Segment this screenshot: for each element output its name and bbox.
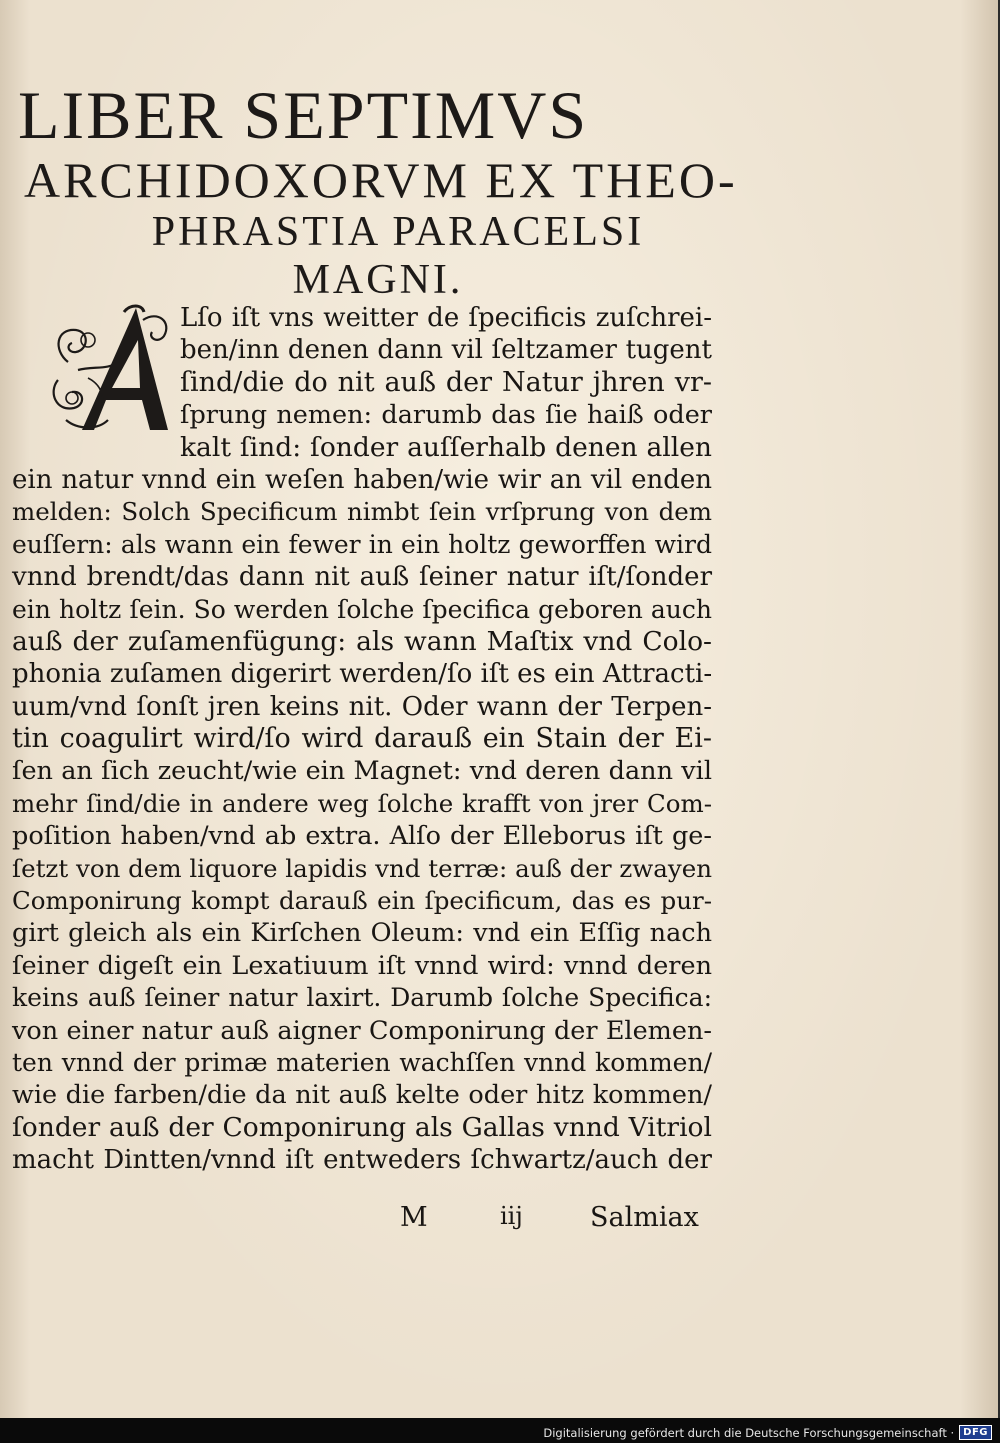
text-line: vnnd brendt/das dann nit auß ſeiner natur iſt/ſonder bbox=[12, 562, 712, 593]
text-line: kalt ſind: ſonder auſſerhalb denen allen bbox=[180, 431, 712, 463]
text-line: poſition haben/vnd ab extra. Alſo der Elleborus iſt ge- bbox=[12, 821, 712, 852]
text-line: euſſern: als wann ein fewer in ein holtz geworffen wird bbox=[12, 529, 712, 559]
signature-mark: M bbox=[400, 1202, 428, 1233]
text-line: keins auß ſeiner natur laxirt. Darumb ſolche Specifica: bbox=[12, 983, 712, 1013]
text-line: melden: Solch Specificum nimbt ſein vrſprung von dem bbox=[12, 497, 712, 527]
catchword: Salmiax bbox=[590, 1202, 699, 1233]
heading-line-4: MAGNI. bbox=[292, 257, 464, 303]
text-line: von einer natur auß aigner Componirung der Elemen- bbox=[12, 1015, 712, 1046]
text-line: girt gleich als ein Kirſchen Oleum: vnd ein Eſſig nach bbox=[12, 918, 712, 949]
footer-text: Digitalisierung gefördert durch die Deutsche Forschungsgemeinschaft · bbox=[543, 1425, 955, 1440]
signature-number: iij bbox=[500, 1202, 523, 1230]
dfg-logo-icon[interactable]: DFG bbox=[959, 1425, 992, 1440]
heading-line-3: PHRASTIA PARACELSI bbox=[151, 209, 645, 255]
heading-line-2: ARCHIDOXORVM EX THEO- bbox=[24, 152, 738, 208]
heading-line-1: LIBER SEPTIMVS bbox=[18, 77, 589, 153]
text-line: tin coagulirt wird/ſo wird darauß ein Stain der Ei- bbox=[12, 723, 712, 755]
text-line: uum/vnd ſonſt jren keins nit. Oder wann der Terpen- bbox=[12, 691, 712, 722]
text-line: ſonder auß der Componirung als Gallas vnnd Vitriol bbox=[12, 1111, 712, 1143]
text-line: Lſo iſt vns weitter de ſpecificis zuſchrei- bbox=[180, 303, 712, 333]
text-line: auß der zuſamenfügung: als wann Maſtix vnd Colo- bbox=[12, 625, 712, 657]
chapter-heading bbox=[18, 78, 738, 304]
text-line: ſprung nemen: darumb das ſie haiß oder bbox=[180, 400, 712, 431]
text-line: macht Dintten/vnnd iſt entweders ſchwartz/auch der bbox=[12, 1145, 712, 1176]
catchline bbox=[12, 1202, 712, 1236]
text-line: ben/inn denen dann vil ſeltzamer tugent bbox=[180, 335, 712, 366]
text-line: phonia zuſamen digerirt werden/ſo iſt es ein Attracti- bbox=[12, 659, 713, 690]
text-line: ſetzt von dem liquore lapidis vnd terræ: auß der zwayen bbox=[12, 853, 712, 883]
body-text bbox=[12, 302, 712, 1177]
text-line: ein natur vnnd ein weſen haben/wie wir an vil enden bbox=[12, 464, 712, 495]
text-line: mehr ſind/die in andere weg ſolche krafft von jrer Com- bbox=[12, 788, 712, 818]
text-line: ſen an ſich zeucht/wie ein Magnet: vnd deren dann vil bbox=[12, 756, 712, 787]
text-line: Componirung kompt darauß ein ſpecificum, das es pur- bbox=[12, 886, 712, 916]
text-line: ein holtz ſein. So werden ſolche ſpecifica geboren auch bbox=[12, 594, 712, 624]
funding-footer bbox=[543, 1425, 992, 1440]
text-line: ſeiner digeſt ein Lexatiuum iſt vnnd wird: vnnd deren bbox=[12, 950, 712, 981]
text-line: wie die farben/die da nit auß kelte oder hitz kommen/ bbox=[12, 1080, 712, 1111]
text-line: ten vnnd der primæ materien wachſſen vnnd kommen/ bbox=[12, 1047, 712, 1077]
text-line: ſind/die do nit auß der Natur jhren vr- bbox=[180, 366, 712, 398]
